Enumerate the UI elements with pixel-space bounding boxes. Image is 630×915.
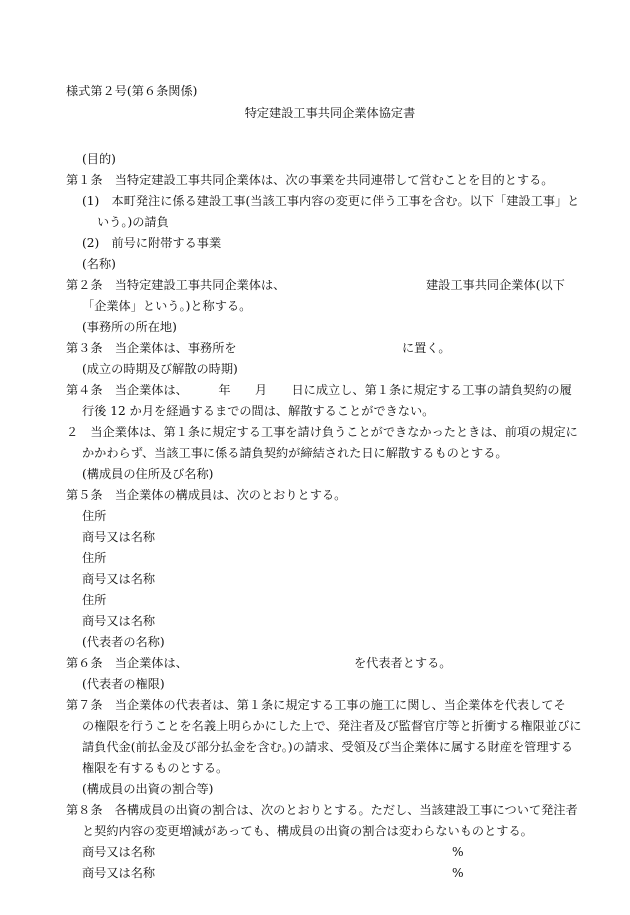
- article-3-part-a: 第３条 当企業体は、事務所を: [66, 341, 237, 355]
- share-2-name: 商号又は名称: [82, 866, 156, 880]
- share-2-percent: %: [452, 866, 464, 880]
- document-title: [0, 106, 630, 120]
- heading-office: (事務所の所在地): [82, 320, 177, 334]
- document-title-text: 特定建設工事共同企業体協定書: [244, 106, 416, 120]
- article-2-part-b: 建設工事共同企業体(以下: [426, 278, 565, 292]
- article-7-cont-2: 請負代金(前払金及び部分払金を含む。)の請求、受領及び当企業体に属する財産を管理する: [82, 740, 573, 754]
- article-7-cont-1: の権限を行うことを名義上明らかにした上で、発注者及び監督官庁等と折衝する権限並びに: [82, 719, 582, 733]
- article-2-cont: 「企業体」という。)と称する。: [82, 299, 252, 313]
- article-8-cont: と契約内容の変更増減があっても、構成員の出資の割合は変わらないものとする。: [82, 824, 533, 838]
- form-label: 様式第２号(第６条関係): [66, 84, 198, 98]
- article-2-part-a: 第２条 当特定建設工事共同企業体は、: [66, 278, 286, 292]
- article-1-item-1-cont: いう。)の請負: [97, 215, 169, 229]
- article-5: 第５条 当企業体の構成員は、次のとおりとする。: [66, 488, 347, 502]
- heading-members: (構成員の住所及び名称): [82, 467, 214, 481]
- share-1-name: 商号又は名称: [82, 845, 156, 859]
- article-4-cont: 行後 12 か月を経過するまでの間は、解散することができない。: [82, 404, 435, 418]
- member-2-name: 商号又は名称: [82, 572, 156, 586]
- heading-name: (名称): [82, 257, 116, 271]
- article-3-part-b: に置く。: [402, 341, 451, 355]
- member-2-address: 住所: [82, 551, 107, 565]
- article-7-cont-3: 権限を有するものとする。: [82, 761, 229, 775]
- article-1-item-2: (2) 前号に附帯する事業: [82, 236, 222, 250]
- share-1-percent: %: [452, 845, 464, 859]
- member-1-name: 商号又は名称: [82, 530, 156, 544]
- member-3-address: 住所: [82, 593, 107, 607]
- article-7: 第７条 当企業体の代表者は、第１条に規定する工事の施工に関し、当企業体を代表してそ: [66, 698, 566, 712]
- article-4-para-2: ２ 当企業体は、第１条に規定する工事を請け負うことができなかったときは、前項の規定に: [66, 425, 578, 439]
- member-3-name: 商号又は名称: [82, 614, 156, 628]
- article-4-para-2-cont: かかわらず、当該工事に係る請負契約が締結された日に解散するものとする。: [82, 446, 508, 460]
- article-4: 第４条 当企業体は、 年 月 日に成立し、第１条に規定する工事の請負契約の履: [66, 383, 572, 397]
- heading-formation: (成立の時期及び解散の時期): [82, 362, 238, 376]
- article-8: 第８条 各構成員の出資の割合は、次のとおりとする。ただし、当該建設工事について発注者: [66, 803, 578, 817]
- article-1: 第１条 当特定建設工事共同企業体は、次の事業を共同連帯して営むことを目的とする。: [66, 173, 554, 187]
- member-1-address: 住所: [82, 509, 107, 523]
- article-6-part-a: 第６条 当企業体は、: [66, 656, 188, 670]
- heading-purpose: (目的): [82, 152, 116, 166]
- heading-representative: (代表者の名称): [82, 635, 165, 649]
- heading-authority: (代表者の権限): [82, 677, 165, 691]
- article-6-part-b: を代表者とする。: [354, 656, 452, 670]
- article-1-item-1: (1) 本町発注に係る建設工事(当該工事内容の変更に伴う工事を含む。以下「建設工事」と: [82, 194, 580, 208]
- heading-investment: (構成員の出資の割合等): [82, 782, 214, 796]
